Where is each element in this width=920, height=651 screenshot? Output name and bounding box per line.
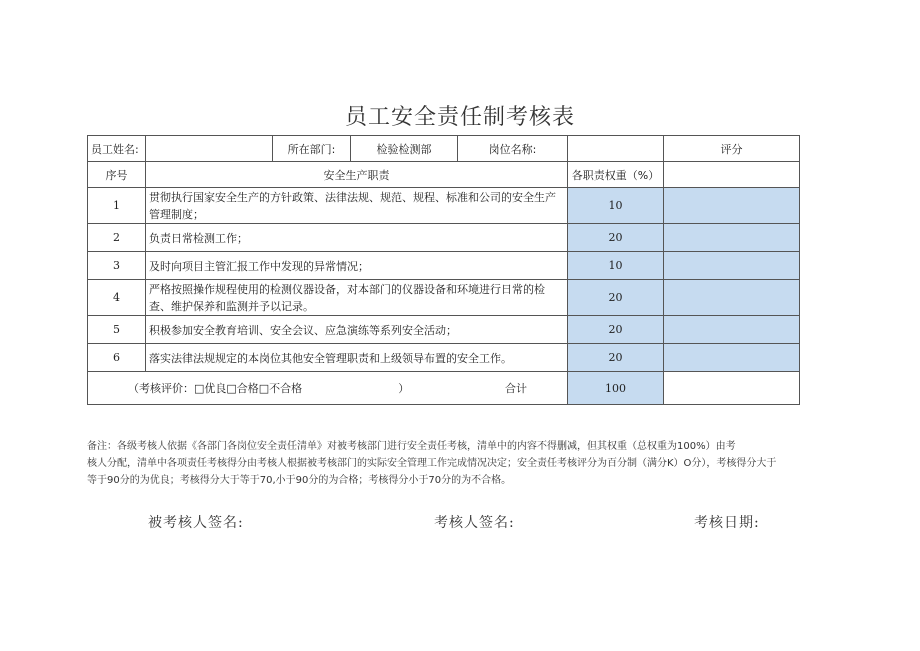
form-title: 员工安全责任制考核表 bbox=[344, 105, 575, 130]
remarks-line: 备注：各级考核人依据《各部门各岗位安全责任清单》对被考核部门进行安全责任考核，清单中的内容不得删减，但其权重（总权重为100%）由考 bbox=[87, 441, 736, 452]
examinee-signature[interactable]: 被考核人签名: bbox=[148, 515, 244, 531]
row-weight: 20 bbox=[568, 224, 664, 252]
row-duty: 负责日常检测工作； bbox=[146, 224, 568, 252]
row-score-input[interactable] bbox=[664, 252, 800, 280]
remarks bbox=[87, 438, 817, 489]
row-weight: 20 bbox=[568, 316, 664, 344]
row-duty: 及时向项目主管汇报工作中发现的异常情况； bbox=[146, 252, 568, 280]
weight-header: 各职责权重（%） bbox=[568, 162, 664, 188]
dept-value: 检验检测部 bbox=[351, 136, 458, 162]
assessment-date[interactable]: 考核日期: bbox=[694, 515, 760, 531]
row-score-input[interactable] bbox=[664, 316, 800, 344]
row-score-input[interactable] bbox=[664, 188, 800, 224]
row-duty: 积极参加安全教育培训、安全会议、应急演练等系列安全活动； bbox=[146, 316, 568, 344]
remarks-line: 核人分配，清单中各项责任考核得分由考核人根据被考核部门的实际安全管理工作完成情况决定；安全责任考核评分为百分制（满分K）O分），考核得分大于 bbox=[87, 458, 777, 469]
total-weight: 100 bbox=[568, 372, 664, 405]
table-row bbox=[88, 252, 800, 280]
row-score-input[interactable] bbox=[664, 344, 800, 372]
row-weight: 20 bbox=[568, 280, 664, 316]
row-weight: 10 bbox=[568, 252, 664, 280]
row-weight: 10 bbox=[568, 188, 664, 224]
examiner-signature[interactable]: 考核人签名: bbox=[434, 515, 515, 531]
total-label: 合计 bbox=[505, 382, 527, 395]
evaluation-options[interactable]: （考核评价：□优良□合格□不合格 bbox=[128, 382, 303, 395]
name-label: 员工姓名: bbox=[88, 136, 146, 162]
seq-header: 序号 bbox=[88, 162, 146, 188]
row-score-input[interactable] bbox=[664, 224, 800, 252]
row-seq: 3 bbox=[88, 252, 146, 280]
score-header: 评分 bbox=[664, 136, 800, 162]
table-row bbox=[88, 188, 800, 224]
evaluation-close: ） bbox=[398, 382, 410, 395]
row-duty: 落实法律法规规定的本岗位其他安全管理职责和上级领导布置的安全工作。 bbox=[146, 344, 568, 372]
dept-label: 所在部门: bbox=[273, 136, 351, 162]
post-field[interactable] bbox=[568, 136, 664, 162]
row-seq: 1 bbox=[88, 188, 146, 224]
row-score-input[interactable] bbox=[664, 280, 800, 316]
table-row bbox=[88, 224, 800, 252]
row-seq: 5 bbox=[88, 316, 146, 344]
table-row bbox=[88, 344, 800, 372]
table-row bbox=[88, 316, 800, 344]
row-weight: 20 bbox=[568, 344, 664, 372]
row-seq: 2 bbox=[88, 224, 146, 252]
row-seq: 6 bbox=[88, 344, 146, 372]
row-duty: 贯彻执行国家安全生产的方针政策、法律法规、规范、规程、标准和公司的安全生产管理制度； bbox=[146, 188, 568, 224]
assessment-table bbox=[87, 135, 800, 405]
score-header-cell bbox=[664, 162, 800, 188]
post-label: 岗位名称: bbox=[458, 136, 568, 162]
total-score[interactable] bbox=[664, 372, 800, 405]
table-row bbox=[88, 280, 800, 316]
total-row bbox=[88, 372, 800, 405]
row-seq: 4 bbox=[88, 280, 146, 316]
remarks-line: 等于90分的为优良；考核得分大于等于70,小于90分的为合格；考核得分小于70分的为不合格。 bbox=[87, 475, 512, 486]
name-field[interactable] bbox=[146, 136, 273, 162]
row-duty: 严格按照操作规程使用的检测仪器设备，对本部门的仪器设备和环境进行日常的检查、维护保养和监测并予以记录。 bbox=[146, 280, 568, 316]
duty-header: 安全生产职责 bbox=[146, 162, 568, 188]
